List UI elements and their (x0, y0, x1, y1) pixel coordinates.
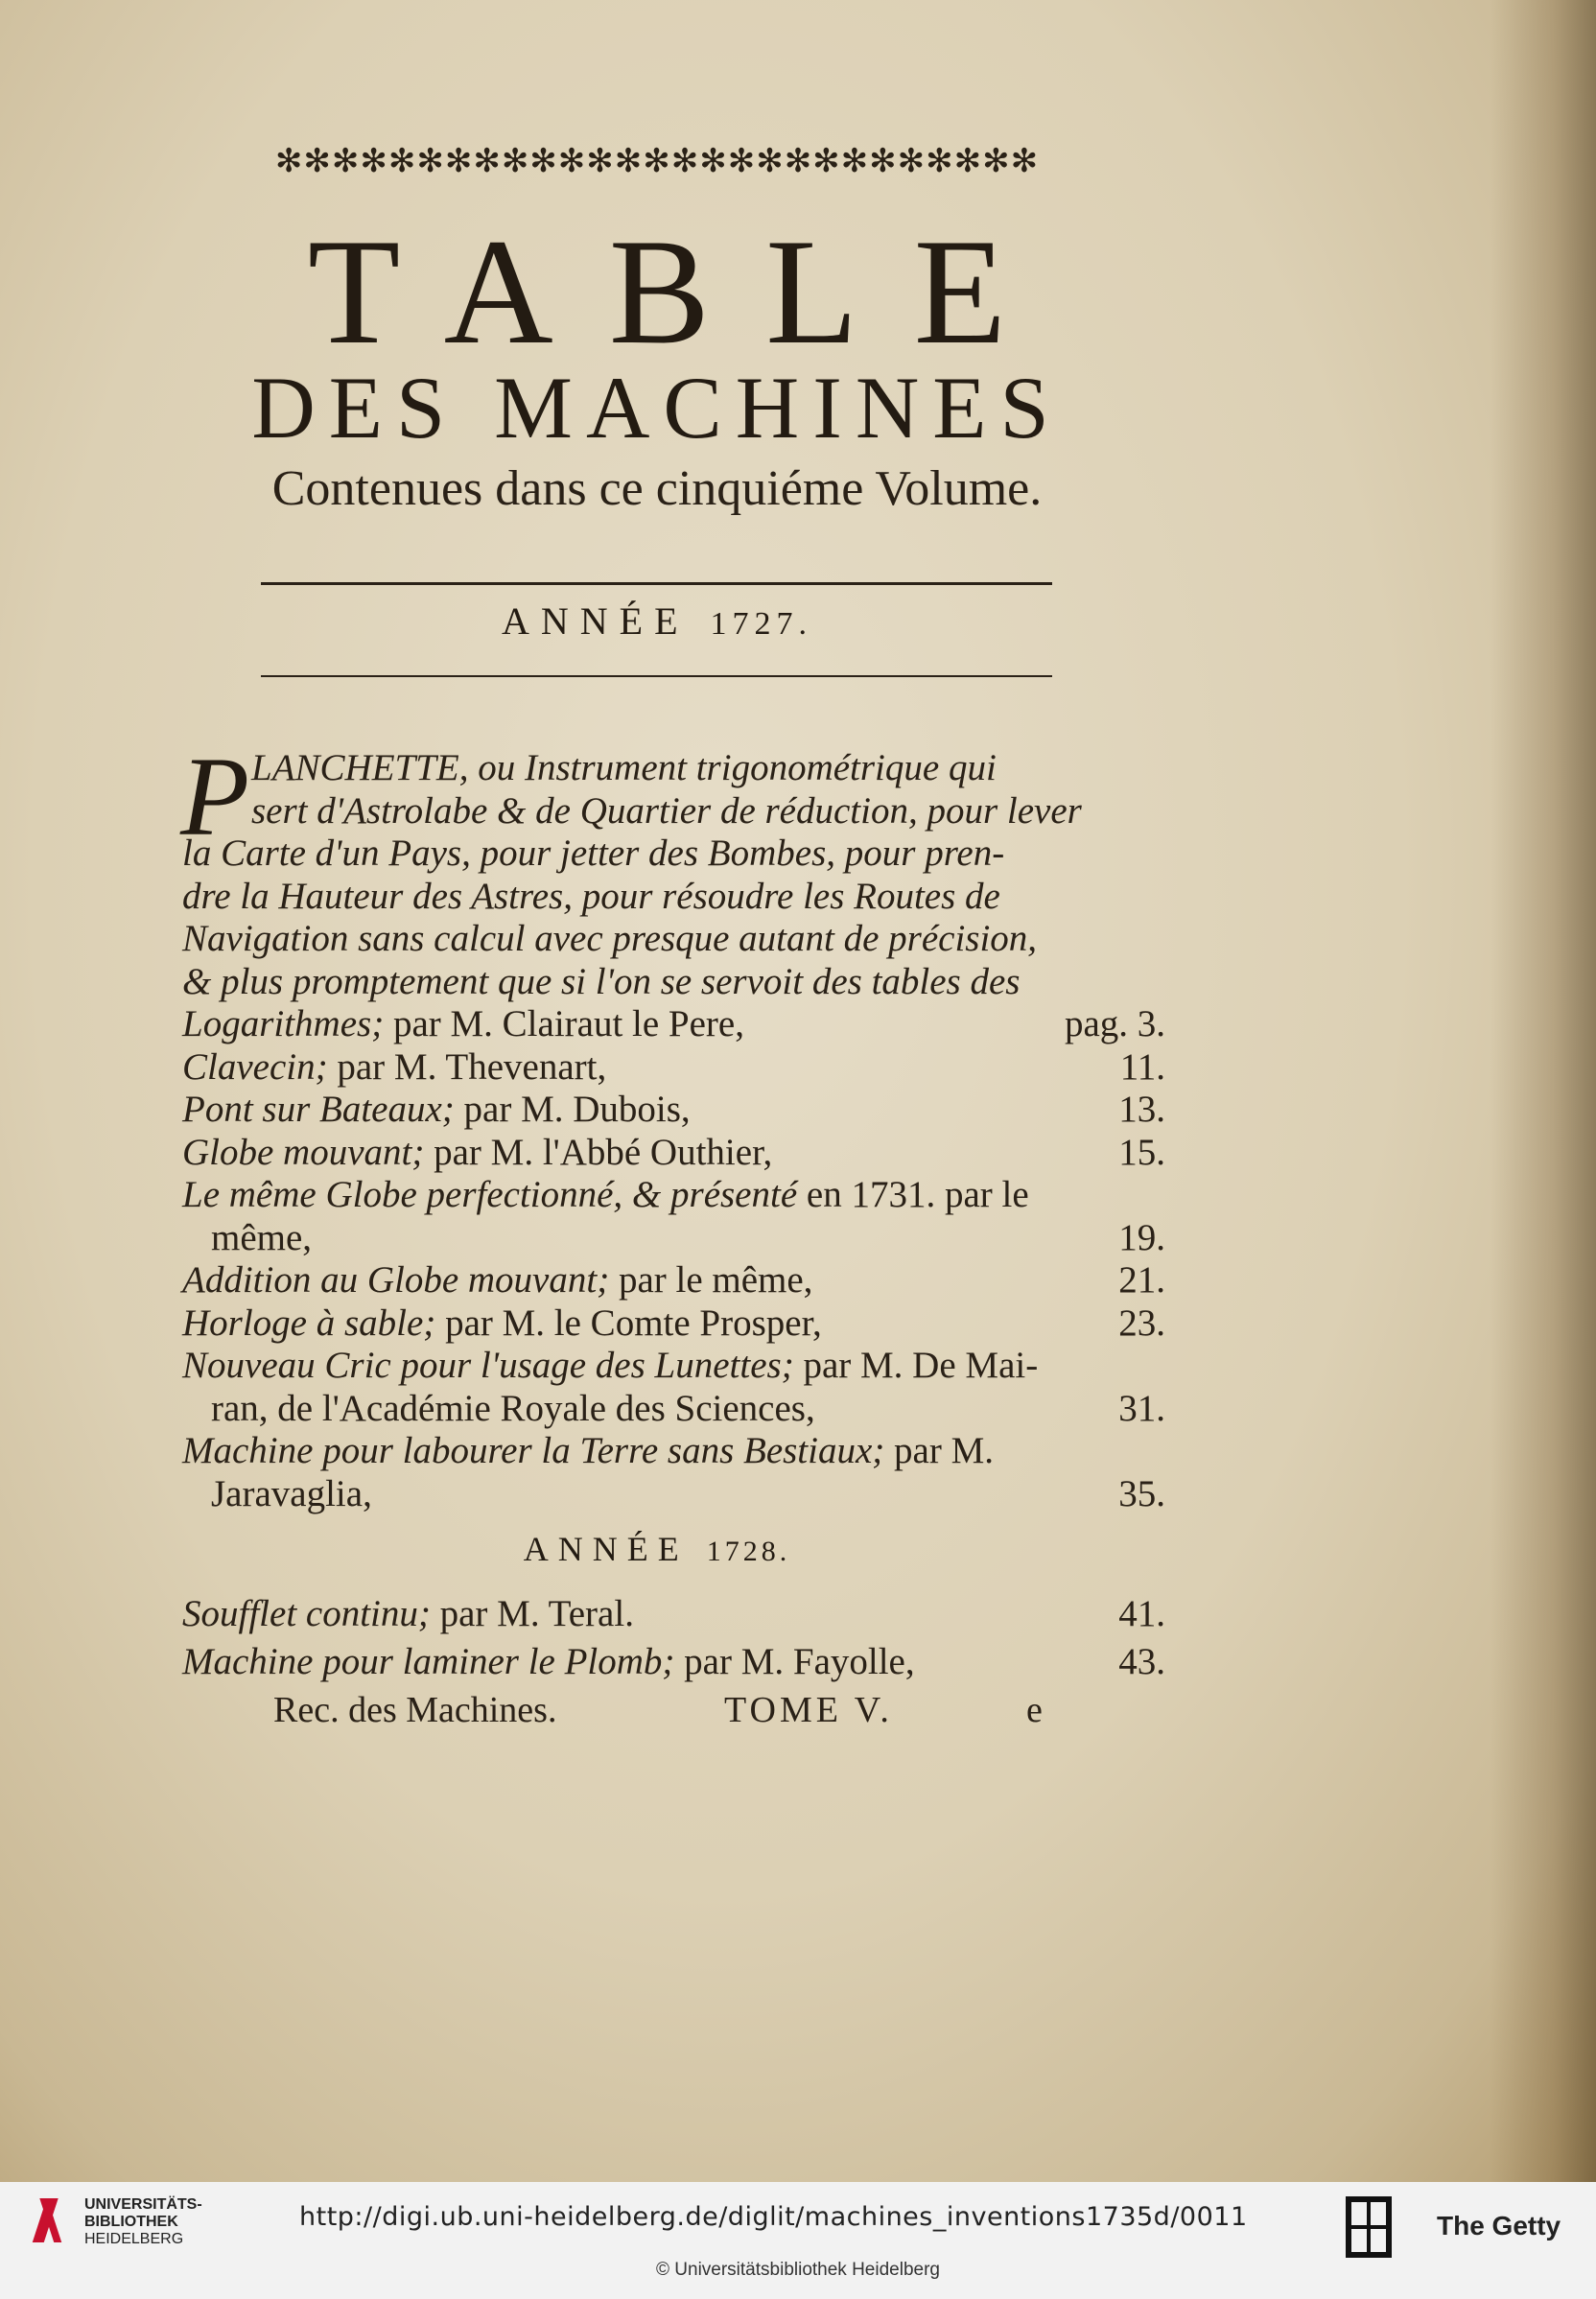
toc-entry (182, 875, 1165, 918)
entry-text: en 1731. par le (797, 1174, 1029, 1215)
page-footer-signature (273, 1688, 1041, 1732)
entry-title: Soufflet continu; (182, 1593, 431, 1634)
entry-text: la Carte d'un Pays, pour jetter des Bombes, pour pren- (182, 833, 1005, 874)
entry-text: par M. Fayolle, (674, 1641, 915, 1682)
entry-text: par M. Clairaut le Pere, (384, 1003, 744, 1044)
toc-entry (182, 1302, 1165, 1345)
page-number: 19. (1118, 1216, 1165, 1258)
entry-title: Le même Globe perfectionné, & présenté (182, 1174, 798, 1215)
university-library-logo-icon[interactable] (29, 2194, 73, 2246)
entry-title: Addition au Globe mouvant; (182, 1259, 610, 1301)
entry-title: Machine pour labourer la Terre sans Bestiaux; (182, 1430, 885, 1471)
getty-name: The Getty (1437, 2211, 1561, 2240)
drop-cap: P (180, 734, 250, 859)
entry-text: Navigation sans calcul avec presque autant de précision, (182, 918, 1038, 959)
toc-entry (182, 1592, 1165, 1635)
getty-logo-icon[interactable] (1346, 2196, 1392, 2258)
toc-entry (182, 832, 1165, 875)
year-number: 1727. (710, 606, 813, 642)
entry-text: même, (211, 1216, 313, 1258)
entry-text: par M. Dubois, (454, 1089, 691, 1130)
toc-entry (251, 746, 1234, 789)
entry-text: LANCHETTE, ou Instrument trigonométrique qui (251, 747, 997, 788)
divider-rule-bottom (261, 675, 1052, 677)
toc-entry (182, 960, 1165, 1003)
page-number: 23. (1118, 1302, 1165, 1344)
ornamental-border: ✻✻✻✻✻✻✻✻✻✻✻✻✻✻✻✻✻✻✻✻✻✻✻✻✻✻✻ (274, 142, 1040, 180)
toc-entry (251, 789, 1234, 833)
page-number: 21. (1118, 1259, 1165, 1301)
entry-text: sert d'Astrolabe & de Quartier de réduction, pour lever (251, 789, 1082, 832)
divider-rule-top (261, 582, 1052, 585)
entry-title: Clavecin; (182, 1045, 328, 1088)
footer-tome: TOME V. (724, 1690, 893, 1730)
page-number: 15. (1118, 1131, 1165, 1173)
footer-signature-mark: e (1026, 1690, 1043, 1730)
page-number: 43. (1118, 1641, 1165, 1682)
year-heading-1727 (259, 595, 1055, 651)
entry-text: par M. Teral. (430, 1593, 634, 1634)
toc-entry (211, 1387, 1165, 1430)
title-des-machines: DES MACHINES (251, 359, 1063, 457)
footer-title: Rec. des Machines. (273, 1690, 557, 1730)
entry-text: par le même, (609, 1259, 813, 1301)
entry-text: par M. Thevenart, (327, 1045, 607, 1088)
toc-entry (182, 917, 1165, 960)
entry-text: par M. l'Abbé Outhier, (424, 1131, 773, 1173)
entry-text: Jaravaglia, (211, 1472, 372, 1514)
toc-entry (182, 1429, 1165, 1472)
title-table: TABLE (307, 208, 1063, 376)
entry-text: par M. (884, 1430, 995, 1471)
toc-entry (211, 1472, 1165, 1515)
entry-text: & plus promptement que si l'on se servoit des tables des (182, 960, 1021, 1002)
year-number: 1728. (706, 1536, 791, 1567)
toc-entry (182, 1002, 1165, 1045)
page-number: 13. (1118, 1089, 1165, 1130)
entry-title: Logarithmes; (182, 1003, 385, 1044)
entry-text: par M. De Mai- (793, 1345, 1039, 1386)
page-number: 35. (1118, 1472, 1165, 1514)
toc-entry (182, 1258, 1165, 1302)
entry-title: Pont sur Bateaux; (182, 1089, 455, 1130)
entry-title: Horloge à sable; (182, 1302, 436, 1344)
entry-text: par M. le Comte Prosper, (435, 1302, 822, 1344)
toc-entry (182, 1088, 1165, 1131)
university-library-name: UNIVERSITÄTS- BIBLIOTHEK HEIDELBERG (84, 2196, 202, 2247)
year-word: ANNÉE (523, 1530, 689, 1568)
page-number: pag. 3. (1064, 1003, 1165, 1044)
page-number: 31. (1118, 1387, 1165, 1429)
page-number: 41. (1118, 1593, 1165, 1634)
copyright-notice: © Universitätsbibliothek Heidelberg (656, 2260, 940, 2280)
entry-text: ran, de l'Académie Royale des Sciences, (211, 1387, 815, 1429)
subtitle: Contenues dans ce cinquiéme Volume. (271, 461, 1043, 516)
entry-title: Machine pour laminer le Plomb; (182, 1641, 675, 1682)
toc-entry (182, 1173, 1165, 1216)
toc-entry (182, 1131, 1165, 1174)
year-word: ANNÉE (501, 599, 690, 643)
permalink-url[interactable]: http://digi.ub.uni-heidelberg.de/diglit/machines_inventions1735d/0011 (299, 2202, 1248, 2232)
toc-entry (211, 1216, 1165, 1259)
entry-title: Nouveau Cric pour l'usage des Lunettes; (182, 1345, 794, 1386)
entry-title: Globe mouvant; (182, 1131, 425, 1173)
year-heading-1728 (259, 1525, 1055, 1576)
toc-entry (182, 1640, 1165, 1683)
toc-entry (182, 1344, 1165, 1387)
toc-entry (182, 1045, 1165, 1089)
entry-text: dre la Hauteur des Astres, pour résoudre les Routes de (182, 875, 1000, 917)
page-number: 11. (1119, 1045, 1165, 1088)
